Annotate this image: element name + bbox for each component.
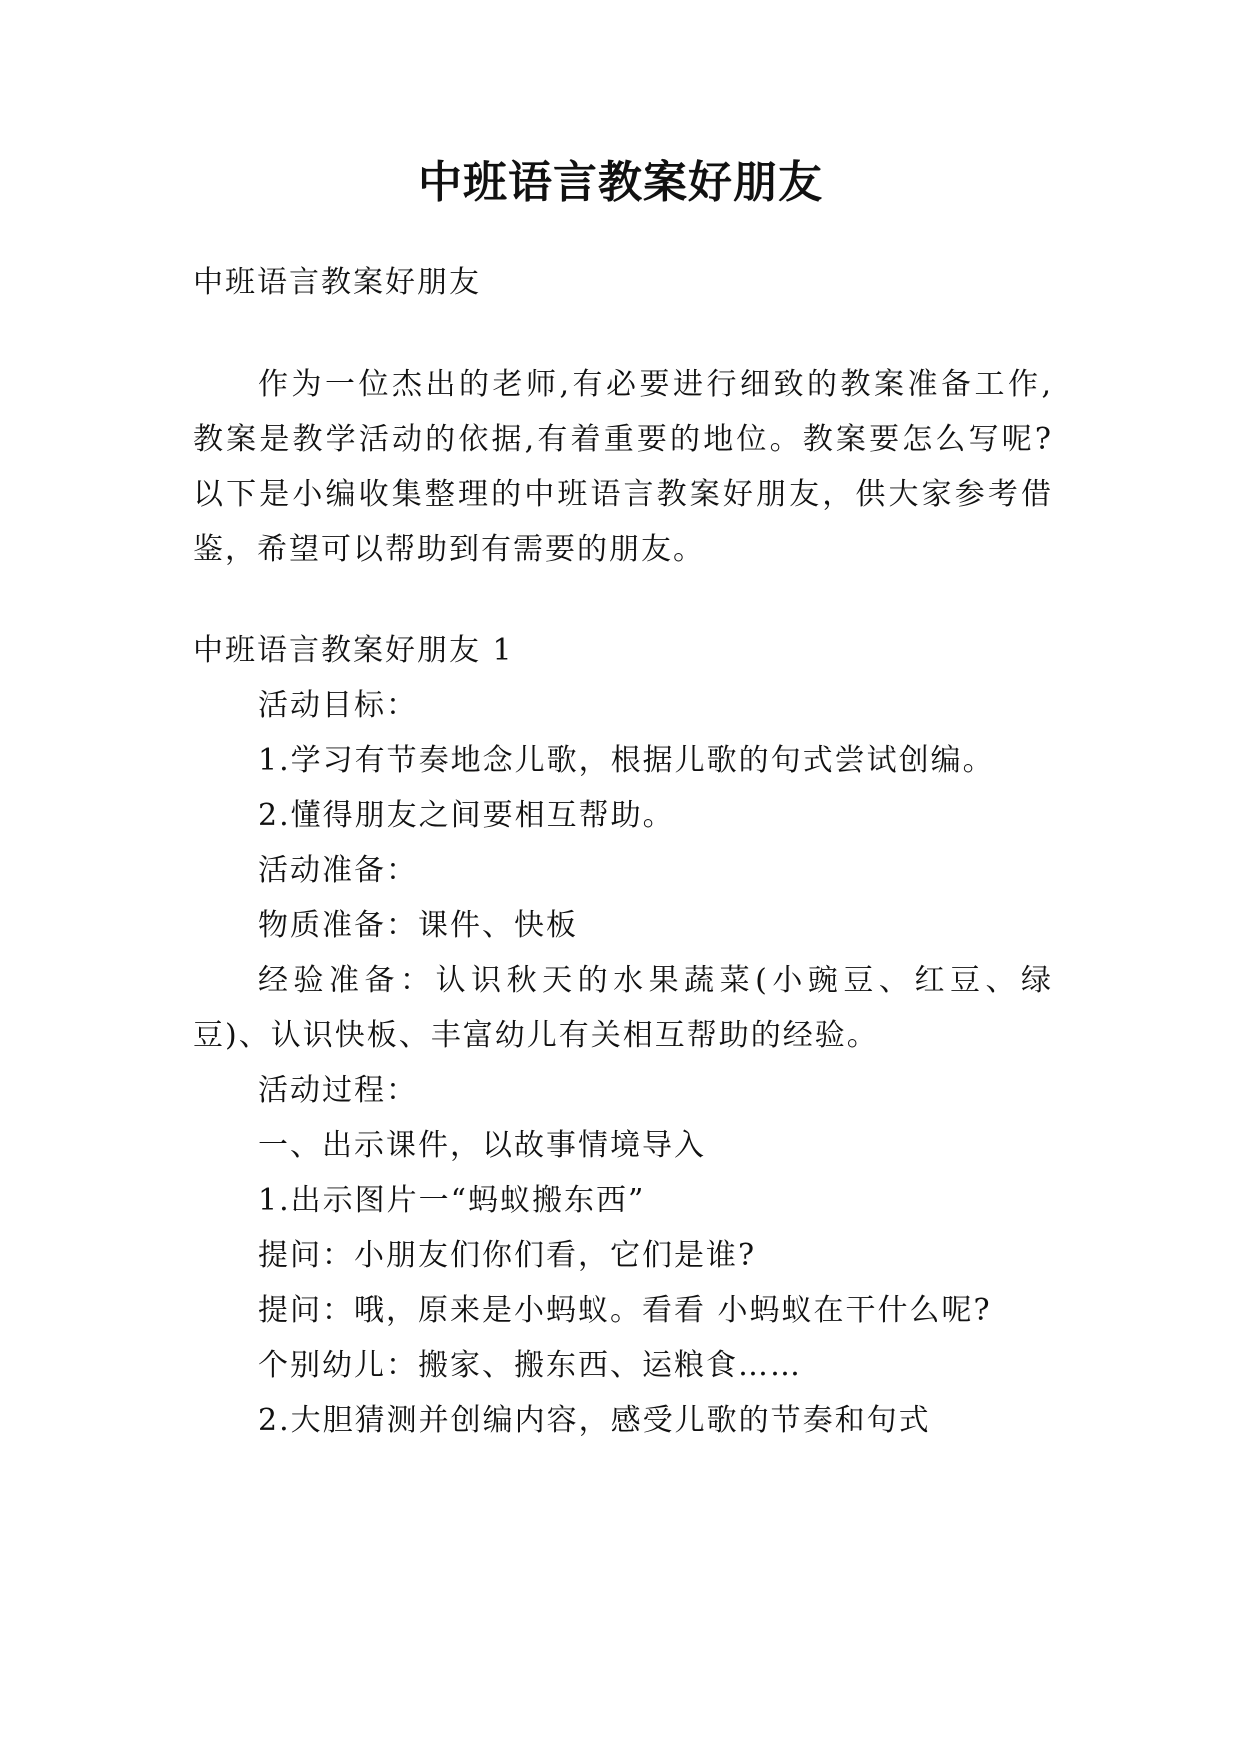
body-line-child-answer: 个别幼儿：搬家、搬东西、运粮食…… bbox=[258, 1348, 802, 1383]
body-line-experience-prep-cont: 豆)、认识快板、丰富幼儿有关相互帮助的经验。 bbox=[193, 1018, 879, 1053]
body-line-activity-goals: 活动目标： bbox=[258, 688, 418, 723]
section-heading: 中班语言教案好朋友 1 bbox=[193, 633, 514, 668]
intro-line-2: 教案是教学活动的依据,有着重要的地位。教案要怎么写呢? bbox=[193, 422, 1053, 457]
body-line-goal-1: 1.学习有节奏地念儿歌，根据儿歌的句式尝试创编。 bbox=[258, 743, 995, 778]
body-line-step-1: 一、出示课件，以故事情境导入 bbox=[258, 1128, 706, 1163]
body-line-question-2: 提问：哦，原来是小蚂蚁。看看 小蚂蚁在干什么呢? bbox=[258, 1293, 992, 1328]
intro-line-3: 以下是小编收集整理的中班语言教案好朋友，供大家参考借 bbox=[193, 477, 1053, 512]
body-line-step-1-2: 2.大胆猜测并创编内容，感受儿歌的节奏和句式 bbox=[258, 1403, 931, 1438]
document-title: 中班语言教案好朋友 bbox=[418, 157, 823, 208]
document-subtitle: 中班语言教案好朋友 bbox=[193, 265, 481, 300]
body-line-activity-process: 活动过程： bbox=[258, 1073, 418, 1108]
intro-line-4: 鉴，希望可以帮助到有需要的朋友。 bbox=[193, 532, 705, 567]
body-line-goal-2: 2.懂得朋友之间要相互帮助。 bbox=[258, 798, 675, 833]
body-line-step-1-1: 1.出示图片一“蚂蚁搬东西” bbox=[258, 1183, 646, 1218]
body-line-experience-prep: 经验准备：认识秋天的水果蔬菜(小豌豆、红豆、绿 bbox=[258, 963, 1053, 998]
body-line-material-prep: 物质准备：课件、快板 bbox=[258, 908, 578, 943]
body-line-question-1: 提问：小朋友们你们看，它们是谁? bbox=[258, 1238, 757, 1273]
body-line-activity-prep: 活动准备： bbox=[258, 853, 418, 888]
intro-line-1: 作为一位杰出的老师,有必要进行细致的教案准备工作, bbox=[258, 367, 1053, 402]
